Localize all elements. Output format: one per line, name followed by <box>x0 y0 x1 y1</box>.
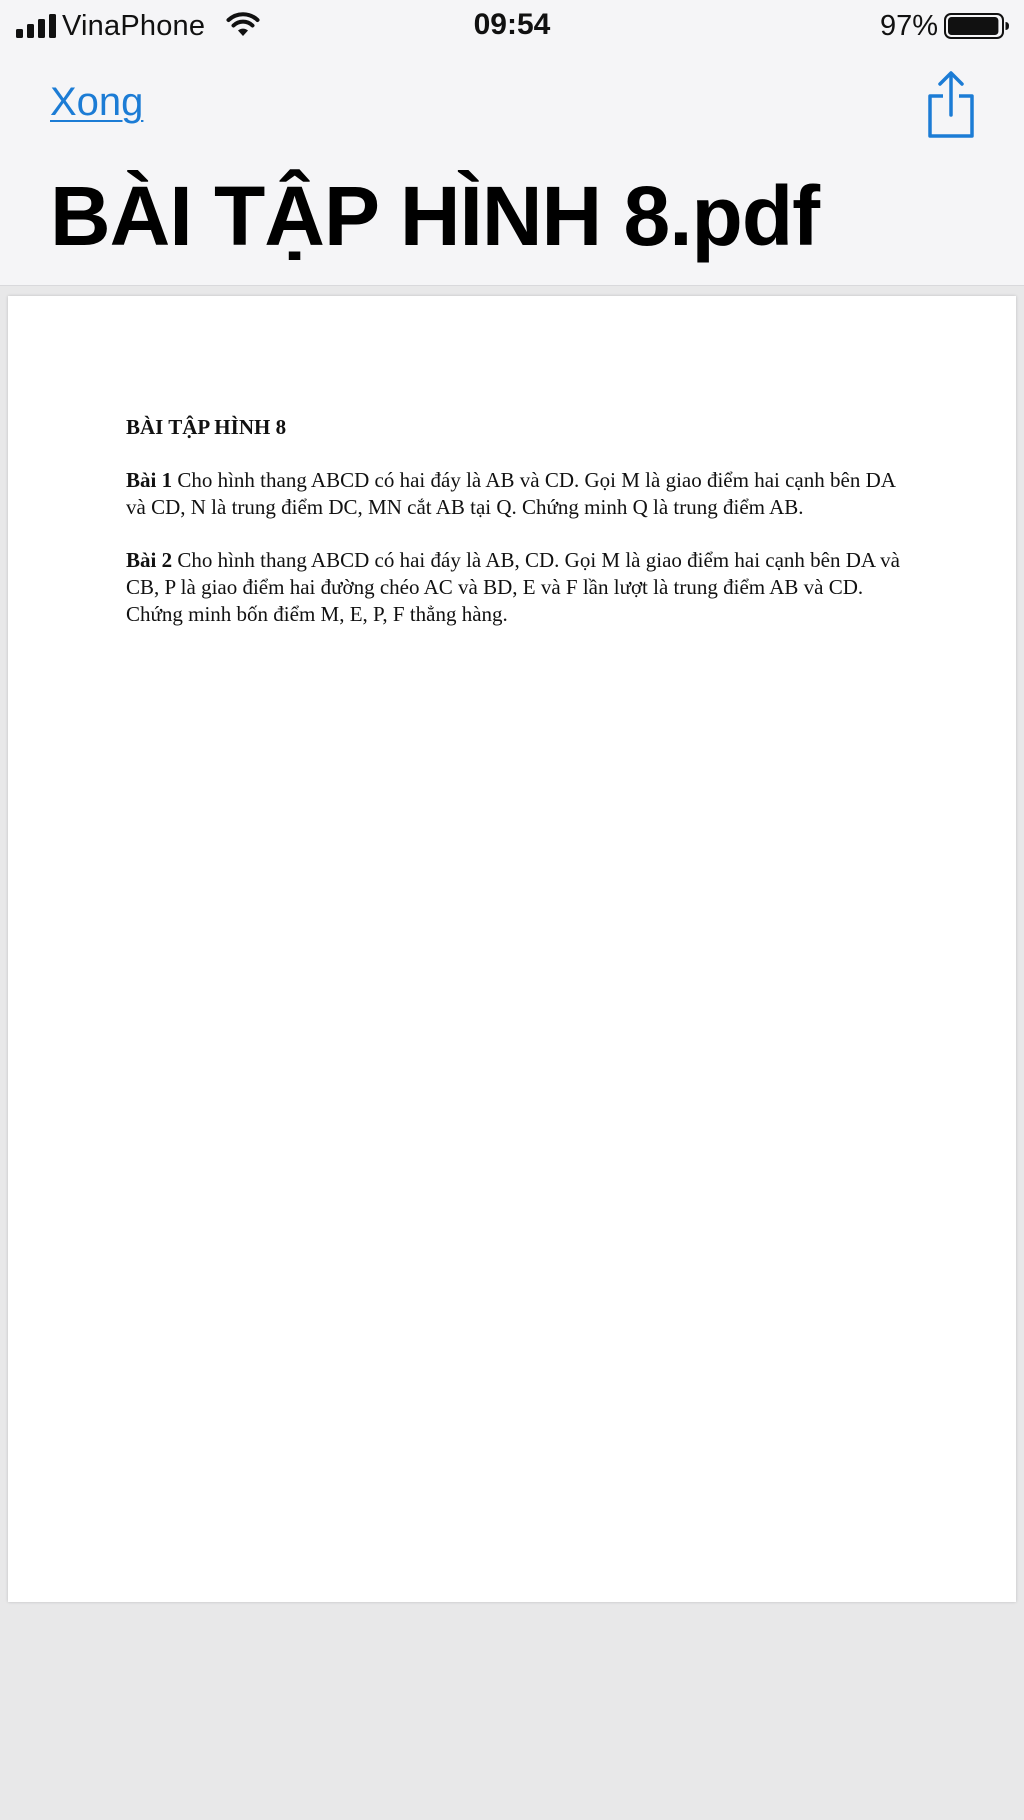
share-icon[interactable] <box>924 70 978 140</box>
header-bar <box>0 0 1024 286</box>
exercise-1 <box>126 467 916 521</box>
exercise-label: Bài 2 <box>126 548 173 572</box>
pdf-page[interactable] <box>8 296 1016 1602</box>
exercise-2 <box>126 547 916 628</box>
clock: 09:54 <box>473 8 551 41</box>
pdf-page-content <box>126 414 916 654</box>
exercise-text: Cho hình thang ABCD có hai đáy là AB, CD. Gọi M là giao điểm hai cạnh bên DA và CB, P là giao điểm hai đường chéo AC và BD, E và F lần lượt là trung điểm AB và CD. Chứng minh bốn điểm M, E, P, F thẳng hàng. <box>126 548 900 626</box>
exercise-label: Bài 1 <box>126 468 173 492</box>
page-heading: BÀI TẬP HÌNH 8 <box>126 415 287 439</box>
done-button[interactable]: Xong <box>50 80 144 124</box>
carrier-name: VinaPhone <box>62 10 206 42</box>
document-title: BÀI TẬP HÌNH 8.pdf <box>50 169 820 263</box>
exercise-text: Cho hình thang ABCD có hai đáy là AB và CD. Gọi M là giao điểm hai cạnh bên DA và CD, N là trung điểm DC, MN cắt AB tại Q. Chứng minh Q là trung điểm AB. <box>126 468 895 519</box>
battery-percentage: 97% <box>879 10 938 42</box>
status-bar <box>0 0 1024 52</box>
battery-icon <box>944 13 1010 39</box>
